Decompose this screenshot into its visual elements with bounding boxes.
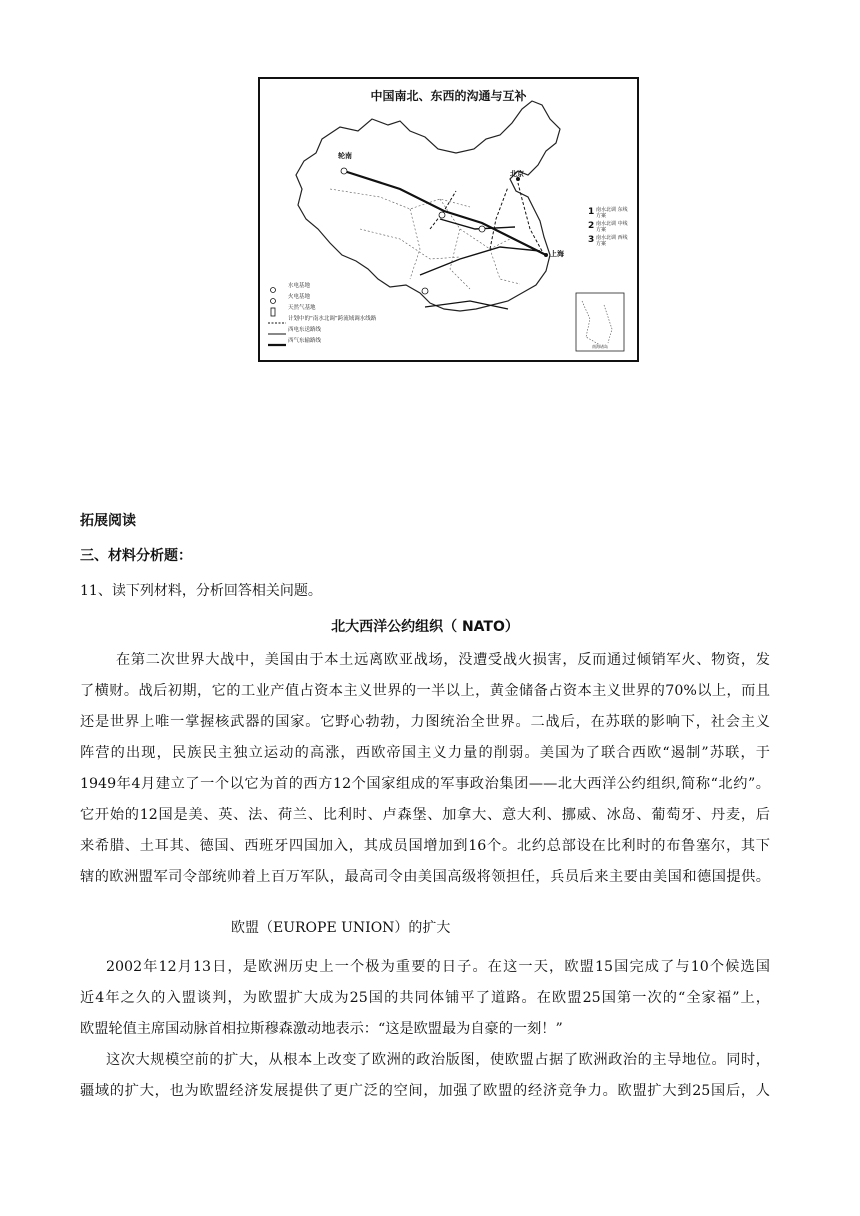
line-icon [268, 324, 288, 334]
china-map-figure [258, 77, 639, 362]
south-china-sea-inset [576, 293, 624, 351]
legend-row-thermal: 火电基地 [268, 290, 468, 301]
nato-line: 它开始的12国是美、英、法、荷兰、比利时、卢森堡、加拿大、意大利、挪威、冰岛、葡萄牙、丹麦，后 [80, 807, 770, 823]
circle-icon [268, 280, 288, 290]
nato-line: 阵营的出现，民族民主独立运动的高涨，西欧帝国主义力量的削弱。美国为了联合西欧“遏制”苏联，于 [80, 745, 770, 761]
nato-line: 了横财。战后初期，它的工业产值占资本主义世界的一半以上，黄金储备占资本主义世界的70%以上，而且 [80, 683, 770, 699]
west-east-gas-route [344, 171, 546, 255]
svg-text:南海诸岛: 南海诸岛 [592, 344, 608, 349]
legend-item: 1 南水北调 东线方案 [588, 207, 628, 219]
dashed-line-icon [268, 313, 288, 323]
legend-item: 3 南水北调 西线方案 [588, 235, 628, 247]
circle-icon [268, 291, 288, 301]
water-route-legend [588, 207, 638, 249]
eu-line: 这次大规模空前的扩大，从根本上改变了欧洲的政治版图，使欧盟占据了欧洲政治的主导地位。同时， [106, 1052, 770, 1068]
eu-line: 近4年之久的入盟谈判，为欧盟扩大成为25国的共同体铺平了道路。在欧盟25国第一次的“全家福”上， [80, 990, 770, 1006]
thick-line-icon [268, 335, 288, 345]
city-label-shanghai: 上海 [550, 250, 564, 258]
west-east-power-route-2 [420, 247, 540, 275]
legend-row-hydro: 水电基地 [268, 279, 468, 290]
heading-section-three: 三、材料分析题： [80, 548, 192, 564]
nato-line: 1949年4月建立了一个以它为首的西方12个国家组成的军事政治集团——北大西洋公约组织,简称“北约”。 [80, 776, 770, 792]
eu-paragraph-2 [80, 1045, 770, 1107]
eu-line: 欧盟轮值主席国动脉首相拉斯穆森激动地表示：“这是欧盟最为自豪的一刻！” [80, 1021, 563, 1037]
heading-extended-reading: 拓展阅读 [80, 513, 136, 529]
nato-line: 在第二次世界大战中，美国由于本土远离欧亚战场，没遭受战火损害，反而通过倾销军火、物资，发 [116, 652, 770, 668]
map-title: 中国南北、东西的沟通与互补 [370, 89, 527, 103]
nato-title: 北大西洋公约组织（ NATO） [331, 619, 519, 635]
eu-title: 欧盟（EUROPE UNION）的扩大 [231, 920, 451, 936]
question-eleven: 11、读下列材料，分析回答相关问题。 [80, 583, 322, 599]
eu-paragraph-1 [80, 952, 770, 1045]
water-route-middle [490, 187, 508, 249]
nato-paragraph [80, 645, 770, 893]
legend-row-water: 计划中的“南水北调”跨流域调水线路 [268, 312, 468, 323]
city-label-lunnan: 轮南 [338, 152, 352, 160]
legend-row-power: 西电东送路线 [268, 323, 468, 334]
eu-line: 疆域的扩大，也为欧盟经济发展提供了更广泛的空间，加强了欧盟的经济竞争力。欧盟扩大到25国后，人 [80, 1083, 770, 1099]
nato-line: 来希腊、土耳其、德国、西班牙四国加入，其成员国增加到16个。北约总部设在比利时的布鲁塞尔，其下 [80, 838, 770, 854]
map-legend [268, 279, 468, 345]
legend-row-pipeline: 西气东输路线 [268, 334, 468, 345]
nato-line: 还是世界上唯一掌握核武器的国家。它野心勃勃，力图统治全世界。二战后，在苏联的影响下，社会主义 [80, 714, 770, 730]
nato-line: 辖的欧洲盟军司令部统帅着上百万军队，最高司令由美国高级将领担任，兵员后来主要由美国和德国提供。 [80, 869, 770, 885]
legend-item: 2 南水北调 中线方案 [588, 221, 628, 233]
eu-line: 2002年12月13日，是欧洲历史上一个极为重要的日子。在这一天，欧盟15国完成了与10个候选国 [106, 959, 770, 975]
gas-icon [268, 302, 288, 312]
legend-row-gas: 天然气基地 [268, 301, 468, 312]
city-label-beijing: 北京 [510, 170, 524, 178]
